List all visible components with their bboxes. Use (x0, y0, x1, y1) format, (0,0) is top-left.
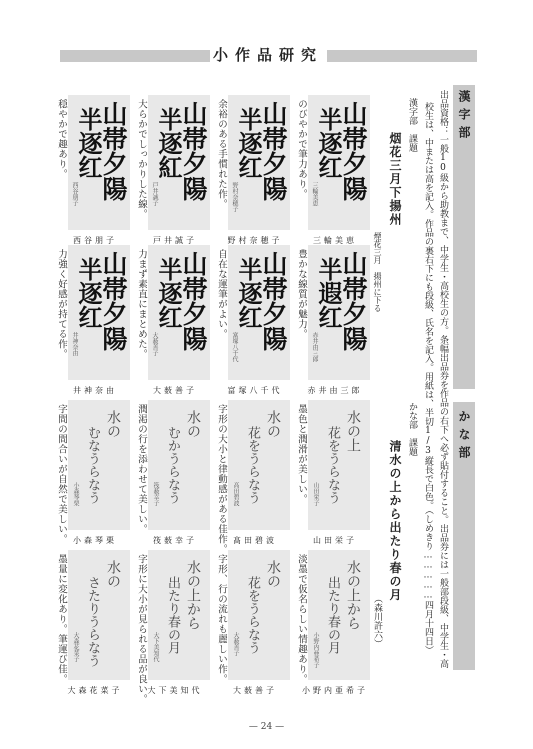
brush-text-second: むかうらなう (165, 426, 180, 504)
kanji-topic: 烟花三月下揚州 (388, 132, 402, 227)
work-entry (56, 245, 134, 398)
calligraphy-work (148, 550, 210, 680)
calligraphy-work (228, 400, 290, 530)
brush-text-main: 山帯夕陽 (259, 251, 288, 351)
signature-seal: 大薮善子 (232, 632, 239, 656)
brush-text-main: 山帯夕陽 (339, 251, 368, 351)
work-comment: 墨色と潤滑が美しい。 (296, 404, 307, 504)
signature-seal: 髙田碧波 (232, 482, 239, 506)
eligibility-line-1: 出品資格：一般10級から助教まで、中学生・高校生の方。条幅出品券を作品の右下へ必ず貼付すること。出品券には一般部段級、中学生・高 (438, 90, 448, 668)
brush-text-second: 出たり春の月 (165, 576, 180, 654)
kanji-section-label: 漢字部 (457, 90, 471, 144)
calligraphy-work (308, 95, 370, 230)
work-entry (296, 95, 374, 248)
brush-text-second: さたりうらなう (85, 576, 100, 667)
work-entry (216, 550, 294, 698)
work-author: 大森花菜子 (67, 686, 123, 695)
work-entry (296, 400, 374, 548)
kana-topic: 清水の上から出たり春の月 (388, 440, 402, 602)
brush-text-main: 山帯夕陽 (259, 101, 288, 201)
brush-text-second: 半逐紅 (154, 107, 183, 179)
work-entry (56, 95, 134, 248)
signature-seal: 赤井由三郎 (311, 332, 318, 362)
calligraphy-work (308, 400, 370, 530)
brush-text-second: 半逐红 (314, 107, 343, 179)
signature-seal: 大下美知代 (152, 632, 159, 662)
brush-text-second: 半逐红 (234, 107, 263, 179)
page-title: 小作品研究 (212, 46, 323, 64)
work-entry (56, 400, 134, 548)
work-entry (56, 550, 134, 698)
work-comment: 穏やかで趣あり。 (56, 99, 67, 179)
calligraphy-work (68, 400, 130, 530)
work-author: 富塚八千代 (227, 386, 283, 395)
work-author: 大薮善子 (153, 386, 197, 395)
work-comment: 字間の間合いが自然で美しい。 (56, 404, 67, 544)
work-author: 赤井由三郎 (307, 386, 363, 395)
kanji-topic-reading: 煙花三月 揚州に下る (373, 232, 382, 312)
work-author: 山田栄子 (313, 536, 357, 545)
brush-text-main: 水の (105, 560, 121, 588)
brush-text-main: 山帯夕陽 (179, 251, 208, 351)
calligraphy-work (228, 95, 290, 230)
work-comment: 大らかでしっかりした線。 (136, 99, 147, 219)
signature-seal: 大森花菜子 (72, 632, 79, 662)
work-comment: 余裕のある手慣れた作。 (216, 99, 227, 209)
work-comment: のびやかで筆力あり。 (296, 99, 307, 199)
brush-text-main: 水の (105, 410, 121, 438)
calligraphy-work (228, 245, 290, 380)
title-rule-left (60, 50, 210, 62)
work-entry (296, 550, 374, 698)
brush-text-second: 半逐红 (234, 257, 263, 329)
signature-seal: 野村奈穂子 (231, 182, 238, 212)
brush-text-main: 山帯夕陽 (339, 101, 368, 201)
kanji-topic-header: 漢字部 課題 (407, 98, 417, 152)
brush-text-second: 半逐红 (74, 257, 103, 329)
work-author: 大下美知代 (147, 686, 203, 695)
work-entry (216, 95, 294, 248)
kana-topic-author: （森川許六） (372, 594, 382, 648)
brush-text-main: 水の上 (345, 410, 361, 452)
work-entry (216, 245, 294, 398)
work-author: 小森琴栗 (73, 536, 117, 545)
brush-text-second: 半逐红 (154, 257, 183, 329)
calligraphy-work (68, 95, 130, 230)
page-number: — 24 — (248, 722, 285, 732)
work-comment: 豊かな線質が魅力。 (296, 249, 307, 339)
work-author: 戸井誠子 (153, 236, 197, 245)
work-author: 筏薮幸子 (153, 536, 197, 545)
brush-text-second: 花をうらなう (245, 576, 260, 654)
work-entry (136, 245, 214, 398)
calligraphy-work (68, 245, 130, 380)
work-author: 小野内亜希子 (302, 686, 368, 695)
work-comment: 字形、行の流れも麗しい作。 (216, 554, 227, 684)
brush-text-second: 半逐红 (74, 107, 103, 179)
work-entry (216, 400, 294, 554)
work-author: 井神奈由 (73, 386, 117, 395)
work-comment: 力まず素直にまとめた。 (136, 249, 147, 359)
brush-text-second: 半遐红 (314, 257, 343, 329)
work-entry (136, 95, 214, 248)
signature-seal: 三輪美恵 (311, 182, 318, 206)
work-comment: 力強く好感が持てる作。 (56, 249, 67, 359)
work-comment: 潤渇の行を添わせて美しい。 (136, 404, 147, 534)
calligraphy-work (228, 550, 290, 680)
work-comment: 自在な運筆がよい。 (216, 249, 227, 339)
kana-topic-header: かな部 課題 (407, 402, 417, 456)
brush-text-second: 花をうらなう (245, 426, 260, 504)
signature-seal: 富塚八千代 (231, 332, 238, 362)
work-comment: 墨量に変化あり。筆運び佳。 (56, 554, 67, 684)
calligraphy-work (308, 550, 370, 680)
work-comment: 字形に大小が見られる品が良い。 (136, 554, 147, 704)
brush-text-main: 山帯夕陽 (99, 251, 128, 351)
brush-text-second: むなうらなう (85, 426, 100, 504)
signature-seal: 筏薮幸子 (152, 482, 159, 506)
brush-text-main: 水の (265, 560, 281, 588)
signature-seal: 小野内亜希子 (312, 632, 319, 668)
brush-text-main: 水の (185, 410, 201, 438)
work-entry (296, 245, 374, 398)
work-comment: 淡墨で仮名らしい情趣あり。 (296, 554, 307, 684)
calligraphy-work (308, 245, 370, 380)
calligraphy-work (148, 95, 210, 230)
work-author: 野村奈穂子 (227, 236, 283, 245)
work-entry (136, 550, 214, 704)
signature-seal: 西谷朋子 (71, 182, 78, 206)
signature-seal: 井神奈由 (71, 332, 78, 356)
work-author: 髙田碧波 (233, 536, 277, 545)
brush-text-second: 出たり春の月 (325, 576, 340, 654)
signature-seal: 山田栄子 (312, 482, 319, 506)
signature-seal: 大薮善子 (151, 332, 158, 356)
work-author: 西谷朋子 (73, 236, 117, 245)
calligraphy-work (148, 400, 210, 530)
work-comment: 字形の大小と律動感がある佳作。 (216, 404, 227, 554)
brush-text-main: 水の (265, 410, 281, 438)
signature-seal: 小森琴栗 (72, 482, 79, 506)
work-author: 三輪美恵 (313, 236, 357, 245)
signature-seal: 戸井誠子 (151, 182, 158, 206)
title-rule-right (327, 50, 477, 62)
brush-text-main: 水の上から (185, 560, 201, 630)
kana-section-label: かな部 (457, 410, 471, 464)
brush-text-second: 花をうらなう (325, 426, 340, 504)
work-author: 大薮善子 (233, 686, 277, 695)
calligraphy-work (148, 245, 210, 380)
brush-text-main: 山帯夕陽 (99, 101, 128, 201)
brush-text-main: 水の上から (345, 560, 361, 630)
eligibility-line-2: 校生は、中または高を記入。作品の裏右下にも段級、氏名を記入。用紙は、半切1/3縦長で白色。（しめきり……………四月十四日） (423, 102, 433, 655)
brush-text-main: 山帯夕陽 (179, 101, 208, 201)
work-entry (136, 400, 214, 548)
calligraphy-work (68, 550, 130, 680)
